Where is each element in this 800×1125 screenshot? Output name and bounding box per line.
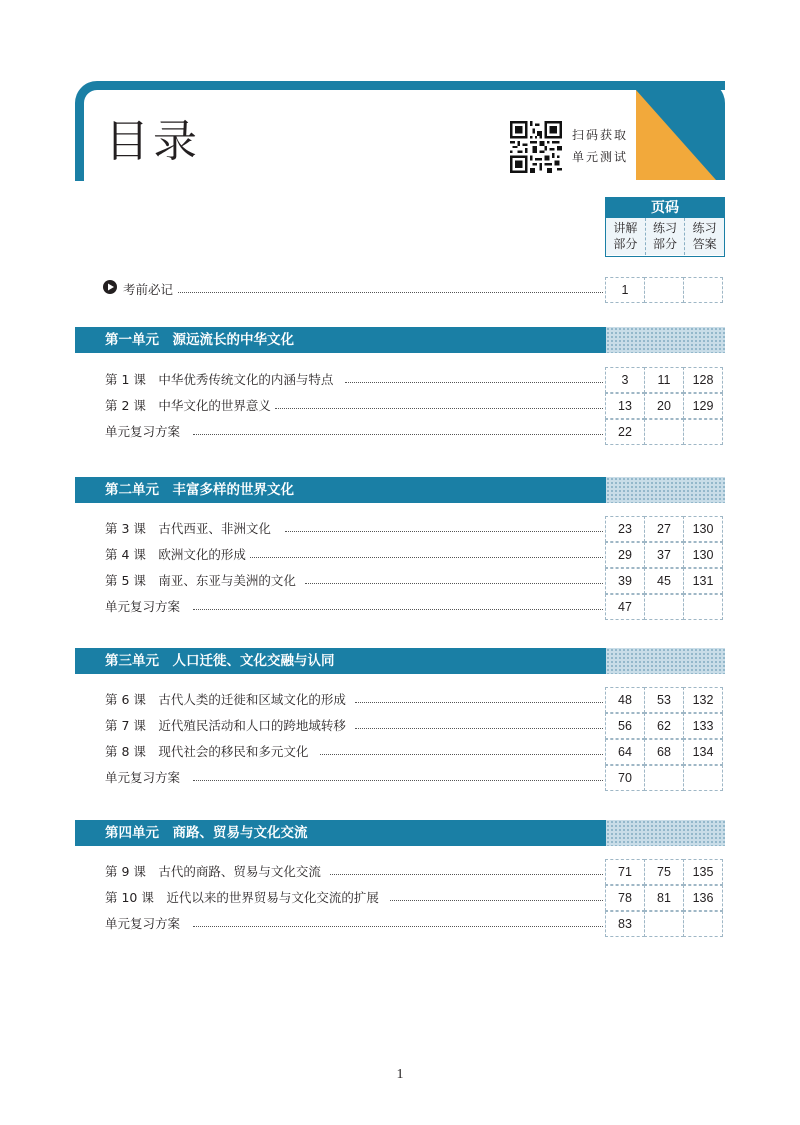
entry-label: 第 1 课 中华优秀传统文化的内涵与特点: [105, 371, 337, 389]
page-cell-practice: 68: [644, 739, 684, 765]
column-lecture: [606, 218, 646, 255]
entry-label: 第 10 课 近代以来的世界贸易与文化交流的扩展: [105, 889, 383, 907]
dotted-pattern: [606, 820, 725, 846]
column-answers-line-1: 练习: [692, 221, 717, 235]
toc-entry[interactable]: [105, 713, 725, 739]
page-cell-practice: [644, 911, 684, 937]
leader-dots: [193, 780, 603, 781]
page-cell-lecture: 13: [605, 393, 645, 419]
page-cell-answers: 130: [683, 516, 723, 542]
toc-entry-intro[interactable]: [105, 277, 725, 303]
toc-entry[interactable]: [105, 687, 725, 713]
page-cell-lecture: 22: [605, 419, 645, 445]
leader-dots: [193, 434, 603, 435]
entry-label: 第 9 课 古代的商路、贸易与文化交流: [105, 863, 325, 881]
page-cell-answers: [683, 911, 723, 937]
page-columns-header: [605, 197, 725, 257]
page-cell-lecture: 56: [605, 713, 645, 739]
page-cell-answers: 129: [683, 393, 723, 419]
page-cell-practice: [644, 765, 684, 791]
page-cell-practice: [644, 419, 684, 445]
page-cell-answers: 131: [683, 568, 723, 594]
leader-dots: [175, 292, 603, 293]
toc-entry[interactable]: [105, 419, 725, 445]
columns-title: 页码: [606, 198, 724, 218]
page-cell-practice: [644, 594, 684, 620]
page-cell-practice: 81: [644, 885, 684, 911]
page-cell-lecture: 78: [605, 885, 645, 911]
leader-dots: [275, 408, 603, 409]
page-cell-answers: [683, 277, 723, 303]
dotted-pattern: [606, 477, 725, 503]
toc-entry[interactable]: [105, 859, 725, 885]
column-lecture-line-1: 讲解: [613, 221, 638, 235]
page-cell-practice: 27: [644, 516, 684, 542]
unit-header-4: [75, 820, 725, 846]
leader-dots: [193, 926, 603, 927]
page-cell-answers: [683, 765, 723, 791]
leader-dots: [355, 702, 603, 703]
leader-dots: [345, 382, 603, 383]
column-answers-line-2: 答案: [692, 237, 717, 251]
leader-dots: [305, 583, 603, 584]
page-cell-practice: [644, 277, 684, 303]
leader-dots: [285, 531, 603, 532]
qr-caption-line-1: 扫码获取: [572, 128, 629, 142]
play-bullet-icon: [103, 280, 117, 294]
entry-label: 单元复习方案: [105, 769, 184, 787]
unit-header-1: [75, 327, 725, 353]
page-cell-lecture: 39: [605, 568, 645, 594]
entry-label: 第 3 课 古代西亚、非洲文化: [105, 520, 275, 538]
page-cell-lecture: 47: [605, 594, 645, 620]
toc-entry[interactable]: [105, 516, 725, 542]
page-cell-answers: 128: [683, 367, 723, 393]
toc-entry[interactable]: [105, 594, 725, 620]
column-answers: [685, 218, 724, 255]
toc-entry[interactable]: [105, 367, 725, 393]
column-practice-line-2: 部分: [653, 237, 678, 251]
page-cell-lecture: 70: [605, 765, 645, 791]
page-number: 1: [396, 1067, 404, 1082]
entry-label: 单元复习方案: [105, 598, 184, 616]
page-cell-practice: 45: [644, 568, 684, 594]
leader-dots: [330, 874, 603, 875]
entry-label: 考前必记: [123, 281, 177, 299]
unit-header-2: [75, 477, 725, 503]
column-practice-line-1: 练习: [653, 221, 678, 235]
page-cell-answers: [683, 419, 723, 445]
entry-label: 单元复习方案: [105, 915, 184, 933]
entry-label: 第 5 课 南亚、东亚与美洲的文化: [105, 572, 300, 590]
qr-caption-line-2: 单元测试: [572, 150, 629, 164]
page-cell-answers: [683, 594, 723, 620]
unit-header-3: [75, 648, 725, 674]
dotted-pattern: [606, 648, 725, 674]
leader-dots: [193, 609, 603, 610]
page-cell-answers: 134: [683, 739, 723, 765]
qr-code[interactable]: [510, 121, 562, 173]
entry-label: 第 6 课 古代人类的迁徙和区域文化的形成: [105, 691, 350, 709]
page-cell-practice: 11: [644, 367, 684, 393]
page-cell-lecture: 3: [605, 367, 645, 393]
unit-title: 第一单元 源远流长的中华文化: [75, 327, 606, 353]
toc-entry[interactable]: [105, 542, 725, 568]
page-cell-practice: 62: [644, 713, 684, 739]
page-cell-lecture: 83: [605, 911, 645, 937]
leader-dots: [390, 900, 603, 901]
entry-label: 第 2 课 中华文化的世界意义: [105, 397, 275, 415]
leader-dots: [320, 754, 603, 755]
page-cell-lecture: 29: [605, 542, 645, 568]
toc-entry[interactable]: [105, 765, 725, 791]
toc-entry[interactable]: [105, 911, 725, 937]
page-cell-lecture: 71: [605, 859, 645, 885]
column-practice: [646, 218, 686, 255]
unit-title: 第二单元 丰富多样的世界文化: [75, 477, 606, 503]
column-lecture-line-2: 部分: [613, 237, 638, 251]
page-cell-practice: 53: [644, 687, 684, 713]
unit-title: 第三单元 人口迁徙、文化交融与认同: [75, 648, 606, 674]
page-cell-practice: 20: [644, 393, 684, 419]
page-cell-answers: 135: [683, 859, 723, 885]
entry-label: 第 4 课 欧洲文化的形成: [105, 546, 250, 564]
page-cell-answers: 133: [683, 713, 723, 739]
entry-label: 第 7 课 近代殖民活动和人口的跨地域转移: [105, 717, 350, 735]
page-cell-practice: 75: [644, 859, 684, 885]
toc-entry[interactable]: [105, 739, 725, 765]
leader-dots: [355, 728, 603, 729]
entry-label: 第 8 课 现代社会的移民和多元文化: [105, 743, 312, 761]
toc-entry[interactable]: [105, 393, 725, 419]
entry-label: 单元复习方案: [105, 423, 184, 441]
page-cell-answers: 136: [683, 885, 723, 911]
page-cell-lecture: 48: [605, 687, 645, 713]
dotted-pattern: [606, 327, 725, 353]
unit-title: 第四单元 商路、贸易与文化交流: [75, 820, 606, 846]
page-cell-lecture: 23: [605, 516, 645, 542]
page-cell-practice: 37: [644, 542, 684, 568]
page-cell-lecture: 64: [605, 739, 645, 765]
page-title: 目录: [105, 116, 201, 167]
leader-dots: [250, 557, 603, 558]
corner-decoration: [636, 81, 725, 180]
toc-entry[interactable]: [105, 568, 725, 594]
page-cell-lecture: 1: [605, 277, 645, 303]
page-cell-answers: 132: [683, 687, 723, 713]
page-cell-answers: 130: [683, 542, 723, 568]
toc-entry[interactable]: [105, 885, 725, 911]
